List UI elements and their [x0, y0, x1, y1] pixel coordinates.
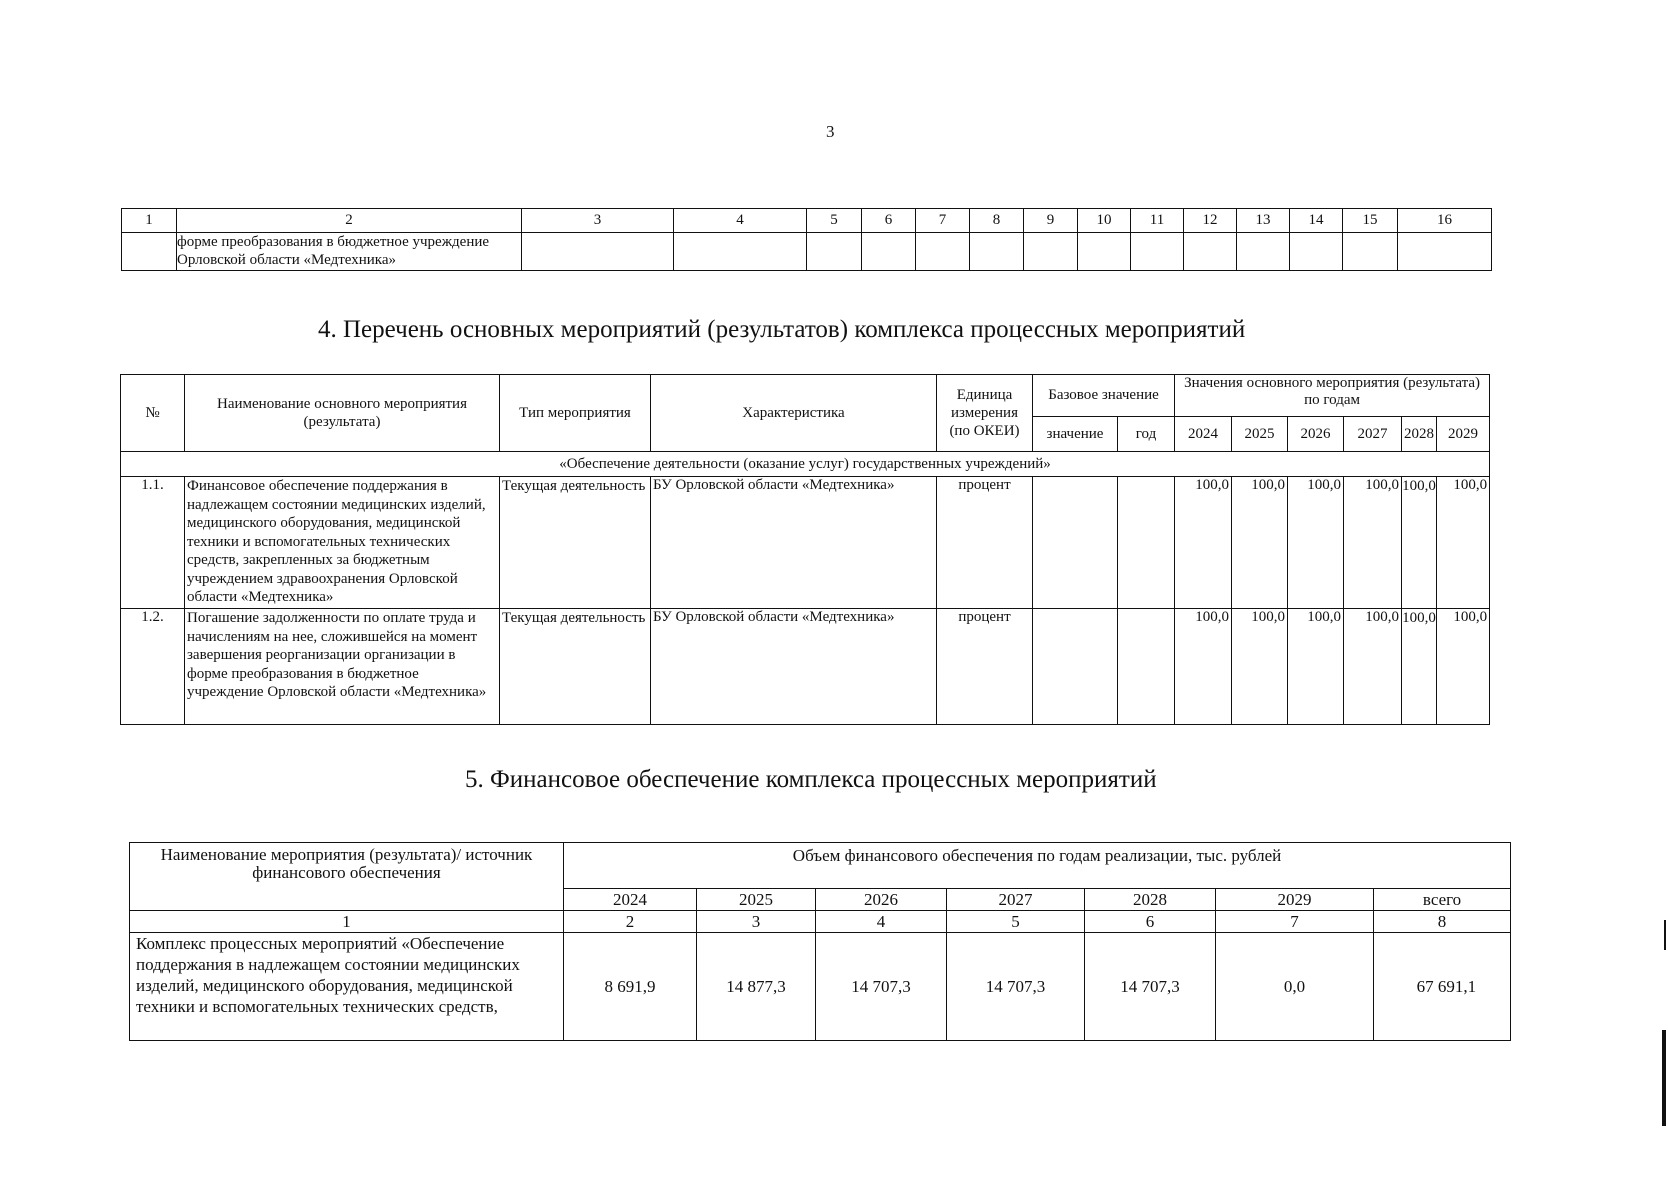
row-value: 100,0: [1402, 477, 1437, 609]
group-row: [121, 452, 1490, 477]
activities-table: [120, 374, 1490, 725]
row-value: 100,0: [1288, 477, 1344, 609]
header-year: 2025: [697, 889, 816, 911]
header-total: всего: [1374, 889, 1511, 911]
row-unit: процент: [937, 609, 1033, 725]
table-row: [130, 933, 1511, 1041]
header-year: 2027: [1344, 417, 1402, 452]
row-num: 1.2.: [121, 609, 185, 725]
row-value: 100,0: [1288, 609, 1344, 725]
header-unit: Единица измерения (по ОКЕИ): [937, 375, 1033, 452]
scan-edge-mark: [1662, 1030, 1666, 1126]
row-type: Текущая деятельность: [500, 477, 651, 609]
group-title: «Обеспечение деятельности (оказание услуг) государственных учреждений»: [121, 452, 1490, 477]
row-value: 14 877,3: [697, 933, 816, 1041]
col-num: 16: [1398, 209, 1492, 233]
row-num: 1.1.: [121, 477, 185, 609]
row-type: Текущая деятельность: [500, 609, 651, 725]
header-year: 2028: [1402, 417, 1437, 452]
col-num: 3: [522, 209, 674, 233]
table-row: [121, 477, 1490, 609]
header-characteristic: Характеристика: [651, 375, 937, 452]
header-year: 2029: [1216, 889, 1374, 911]
row-value: 100,0: [1232, 609, 1288, 725]
col-num: 4: [816, 911, 947, 933]
page-number: 3: [826, 122, 835, 141]
col-num: 2: [177, 209, 522, 233]
header-volume: Объем финансового обеспечения по годам реализации, тыс. рублей: [564, 843, 1511, 889]
continuation-table: [121, 208, 1492, 271]
col-num: 11: [1131, 209, 1184, 233]
column-number-row: [130, 911, 1511, 933]
col-num: 8: [1374, 911, 1511, 933]
col-num: 4: [674, 209, 807, 233]
row-text: форме преобразования в бюджетное учреждение Орловской области «Медтехника»: [177, 233, 522, 271]
header-base-value: значение: [1033, 417, 1118, 452]
col-num: 1: [122, 209, 177, 233]
row-characteristic: БУ Орловской области «Медтехника»: [651, 609, 937, 725]
row-value: 100,0: [1175, 609, 1232, 725]
col-num: 7: [1216, 911, 1374, 933]
col-num: 5: [807, 209, 862, 233]
header-year: 2028: [1085, 889, 1216, 911]
col-num: 14: [1290, 209, 1343, 233]
row-base-year: [1118, 477, 1175, 609]
row-value: 67 691,1: [1374, 933, 1511, 1041]
header-name: Наименование мероприятия (результата)/ источник финансового обеспечения: [130, 843, 564, 911]
header-year: 2029: [1437, 417, 1490, 452]
row-base-year: [1118, 609, 1175, 725]
header-year: 2027: [947, 889, 1085, 911]
header-num: №: [121, 375, 185, 452]
row-value: 8 691,9: [564, 933, 697, 1041]
col-num: 6: [1085, 911, 1216, 933]
col-num: 8: [970, 209, 1024, 233]
header-base-year: год: [1118, 417, 1175, 452]
table-row: [121, 609, 1490, 725]
header-year: 2025: [1232, 417, 1288, 452]
scan-edge-mark: [1664, 920, 1666, 950]
row-value: 100,0: [1437, 609, 1490, 725]
section-4-title: 4. Перечень основных мероприятий (результатов) комплекса процессных мероприятий: [318, 316, 1246, 343]
col-num: 9: [1024, 209, 1078, 233]
row-characteristic: БУ Орловской области «Медтехника»: [651, 477, 937, 609]
row-value: 100,0: [1232, 477, 1288, 609]
row-name: Финансовое обеспечение поддержания в надлежащем состоянии медицинских изделий, медицинского оборудования, медицинской техники и вспомогательных технических средств, закрепленных за бюджетным учреждением здравоохранения Орловской области «Медтехника»: [185, 477, 500, 609]
col-num: 10: [1078, 209, 1131, 233]
row-value: 100,0: [1402, 609, 1437, 725]
col-num: 7: [916, 209, 970, 233]
header-base: Базовое значение: [1033, 375, 1175, 417]
col-num: 1: [130, 911, 564, 933]
row-value: 0,0: [1216, 933, 1374, 1041]
row-name: Комплекс процессных мероприятий «Обеспечение поддержания в надлежащем состоянии медицинских изделий, медицинского оборудования, медицинской техники и вспомогательных технических средств,: [130, 933, 564, 1041]
row-base-value: [1033, 609, 1118, 725]
header-year: 2026: [816, 889, 947, 911]
column-number-row: [122, 209, 1492, 233]
row-value: 100,0: [1344, 609, 1402, 725]
row-value: 14 707,3: [816, 933, 947, 1041]
table-row: [122, 233, 1492, 271]
col-num: 12: [1184, 209, 1237, 233]
col-num: 15: [1343, 209, 1398, 233]
col-num: 2: [564, 911, 697, 933]
col-num: 6: [862, 209, 916, 233]
row-value: 14 707,3: [947, 933, 1085, 1041]
row-base-value: [1033, 477, 1118, 609]
col-num: 3: [697, 911, 816, 933]
col-num: 13: [1237, 209, 1290, 233]
row-unit: процент: [937, 477, 1033, 609]
header-type: Тип мероприятия: [500, 375, 651, 452]
header-year: 2026: [1288, 417, 1344, 452]
header-year: 2024: [1175, 417, 1232, 452]
section-5-title: 5. Финансовое обеспечение комплекса процессных мероприятий: [465, 766, 1157, 793]
header-values-by-year: Значения основного мероприятия (результата) по годам: [1175, 375, 1490, 417]
header-row: [130, 843, 1511, 889]
row-value: 14 707,3: [1085, 933, 1216, 1041]
row-value: 100,0: [1175, 477, 1232, 609]
row-value: 100,0: [1344, 477, 1402, 609]
header-name: Наименование основного мероприятия (результата): [185, 375, 500, 452]
header-year: 2024: [564, 889, 697, 911]
col-num: 5: [947, 911, 1085, 933]
financing-table: [129, 842, 1511, 1041]
row-value: 100,0: [1437, 477, 1490, 609]
row-name: Погашение задолженности по оплате труда и начислениям на нее, сложившейся на момент завершения реорганизации организации в форме преобразования в бюджетное учреждение Орловской области «Медтехника»: [185, 609, 500, 725]
header-row: [121, 375, 1490, 417]
